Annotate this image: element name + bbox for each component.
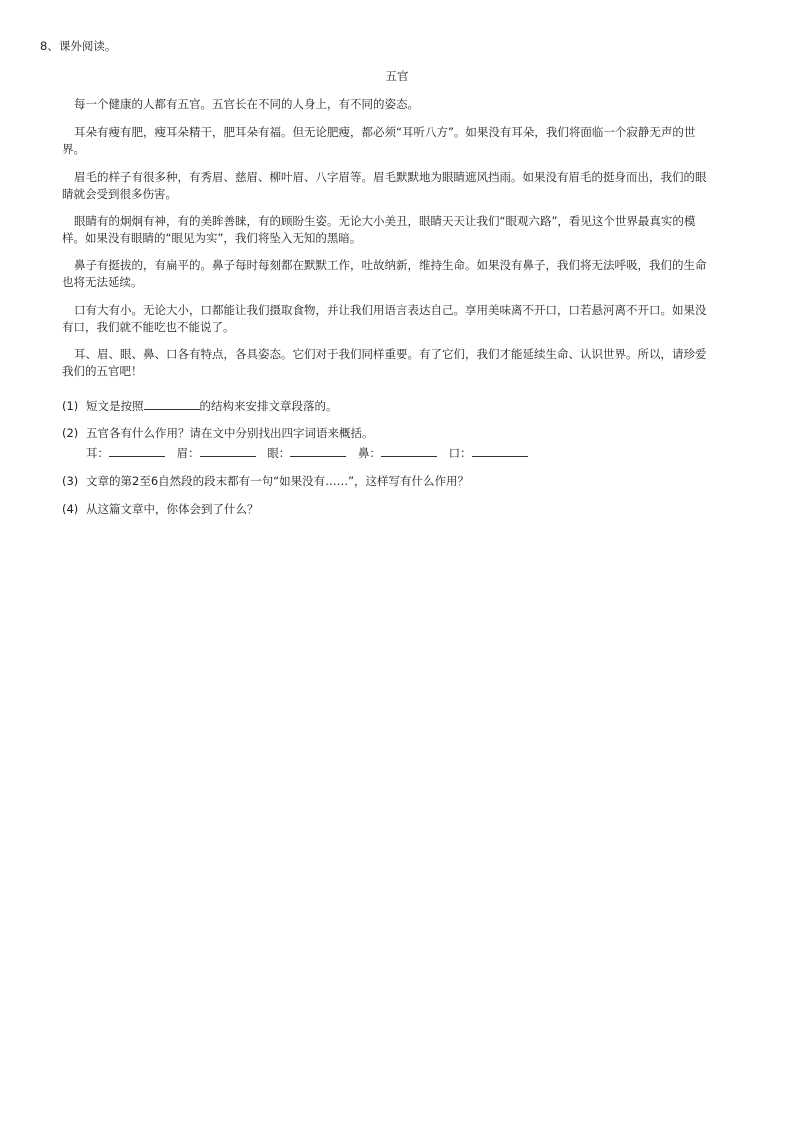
answer-blank[interactable] — [144, 397, 200, 410]
question-text: 五官各有什么作用？请在文中分别找出四字词语来概括。 — [86, 426, 374, 440]
question-text: 文章的第2至6自然段的段末都有一句“如果没有……”，这样写有什么作用？ — [86, 474, 470, 488]
answer-blank[interactable] — [290, 444, 346, 457]
question-text: 从这篇文章中，你体会到了什么？ — [86, 502, 259, 516]
paragraph-6: 口有大有小。无论大小，口都能让我们摄取食物，并让我们用语言表达自己。享用美味离不开口，口若悬河离不开口。如果没有口，我们就不能吃也不能说了。 — [62, 303, 707, 334]
answer-blanks-row — [86, 444, 536, 461]
paragraph-3: 眉毛的样子有很多种，有秀眉、慈眉、柳叶眉、八字眉等。眉毛默默地为眼睛遮风挡雨。如果没有眉毛的挺身而出，我们的眼睛就会受到很多伤害。 — [62, 170, 707, 201]
question-text: 的结构来安排文章段落的。 — [199, 399, 338, 413]
blank-ear — [86, 444, 165, 461]
paragraph-1: 每一个健康的人都有五官。五官长在不同的人身上，有不同的姿态。 — [74, 97, 419, 111]
blank-label: 鼻： — [357, 446, 381, 460]
blank-brow — [177, 444, 256, 461]
section-heading: 8、课外阅读。 — [40, 39, 117, 53]
paragraph-2: 耳朵有瘦有肥，瘦耳朵精干，肥耳朵有福。但无论肥瘦，都必须“耳听八方”。如果没有耳朵，我们将面临一个寂静无声的世界。 — [62, 125, 696, 156]
article-title: 五官 — [385, 69, 409, 83]
paragraph-4: 眼睛有的炯炯有神，有的美眸善睐，有的顾盼生姿。无论大小美丑，眼睛天天让我们“眼观六路”，看见这个世界最真实的模样。如果没有眼睛的“眼见为实”，我们将坠入无知的黑暗。 — [62, 214, 696, 245]
answer-blank[interactable] — [200, 444, 256, 457]
question-1 — [62, 397, 722, 414]
blank-label: 口： — [448, 446, 472, 460]
paragraph-5: 鼻子有挺拔的，有扁平的。鼻子每时每刻都在默默工作，吐故纳新，维持生命。如果没有鼻子，我们将无法呼吸，我们的生命也将无法延续。 — [62, 258, 707, 289]
blank-nose — [358, 444, 437, 461]
question-text: 短文是按照 — [86, 399, 144, 413]
blank-mouth — [449, 444, 528, 461]
question-3 — [62, 473, 722, 489]
question-4 — [62, 501, 722, 517]
blank-label: 眉： — [176, 446, 200, 460]
blank-label: 眼： — [267, 446, 291, 460]
question-2 — [62, 425, 722, 441]
question-number: (3) — [62, 474, 79, 488]
question-number: (4) — [62, 502, 79, 516]
question-number: (2) — [62, 426, 79, 440]
blank-eye — [267, 444, 346, 461]
answer-blank[interactable] — [472, 444, 528, 457]
question-number: (1) — [62, 399, 79, 413]
answer-blank[interactable] — [109, 444, 165, 457]
answer-blank[interactable] — [381, 444, 437, 457]
paragraph-7: 耳、眉、眼、鼻、口各有特点，各具姿态。它们对于我们同样重要。有了它们，我们才能延续生命、认识世界。所以，请珍爱我们的五官吧！ — [62, 347, 707, 378]
blank-label: 耳： — [86, 446, 109, 460]
